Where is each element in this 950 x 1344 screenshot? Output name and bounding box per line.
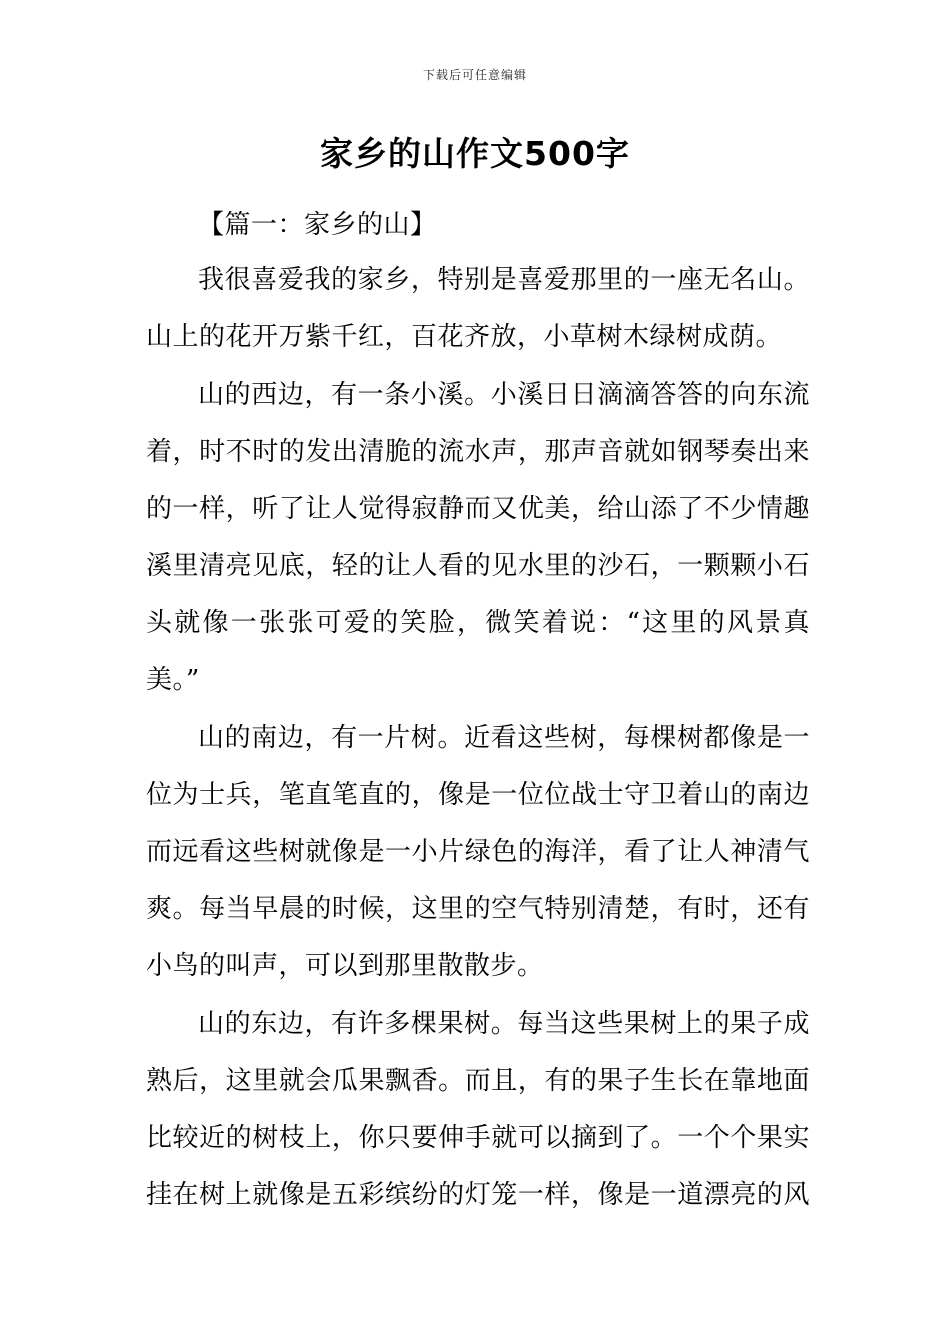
- text-line: 我很喜爱我的家乡，特别是喜爱那里的一座无名山。: [198, 265, 810, 295]
- header-note: 下载后可任意编辑: [422, 68, 527, 82]
- section-heading: 【篇一：家乡的山】: [198, 210, 437, 240]
- document-title: 家乡的山作文500字: [320, 134, 630, 173]
- text-line: 比较近的树枝上，你只要伸手就可以摘到了。一个个果实: [146, 1123, 810, 1153]
- text-line: 位为士兵，笔直笔直的，像是一位位战士守卫着山的南边: [146, 780, 810, 810]
- text-line: 美。”: [146, 665, 200, 695]
- text-line: 头就像一张张可爱的笑脸，微笑着说：“这里的风景真: [146, 608, 810, 638]
- text-line: 山的南边，有一片树。近看这些树，每棵树都像是一: [198, 723, 810, 753]
- text-line: 着，时不时的发出清脆的流水声，那声音就如钢琴奏出来: [146, 437, 810, 467]
- text-line: 小鸟的叫声，可以到那里散散步。: [146, 951, 544, 981]
- text-line: 爽。每当早晨的时候，这里的空气特别清楚，有时，还有: [146, 894, 810, 924]
- text-line: 挂在树上就像是五彩缤纷的灯笼一样，像是一道漂亮的风: [146, 1180, 810, 1210]
- text-line: 熟后，这里就会瓜果飘香。而且，有的果子生长在靠地面: [146, 1066, 810, 1096]
- text-line: 山上的花开万紫千红，百花齐放，小草树木绿树成荫。: [146, 322, 783, 352]
- text-line: 山的西边，有一条小溪。小溪日日滴滴答答的向东流: [198, 380, 810, 410]
- text-line: 的一样，听了让人觉得寂静而又优美，给山添了不少情趣: [146, 494, 810, 524]
- text-line: 溪里清亮见底，轻的让人看的见水里的沙石，一颗颗小石: [146, 551, 810, 581]
- text-line: 而远看这些树就像是一小片绿色的海洋，看了让人神清气: [146, 837, 810, 867]
- text-line: 山的东边，有许多棵果树。每当这些果树上的果子成: [198, 1009, 810, 1039]
